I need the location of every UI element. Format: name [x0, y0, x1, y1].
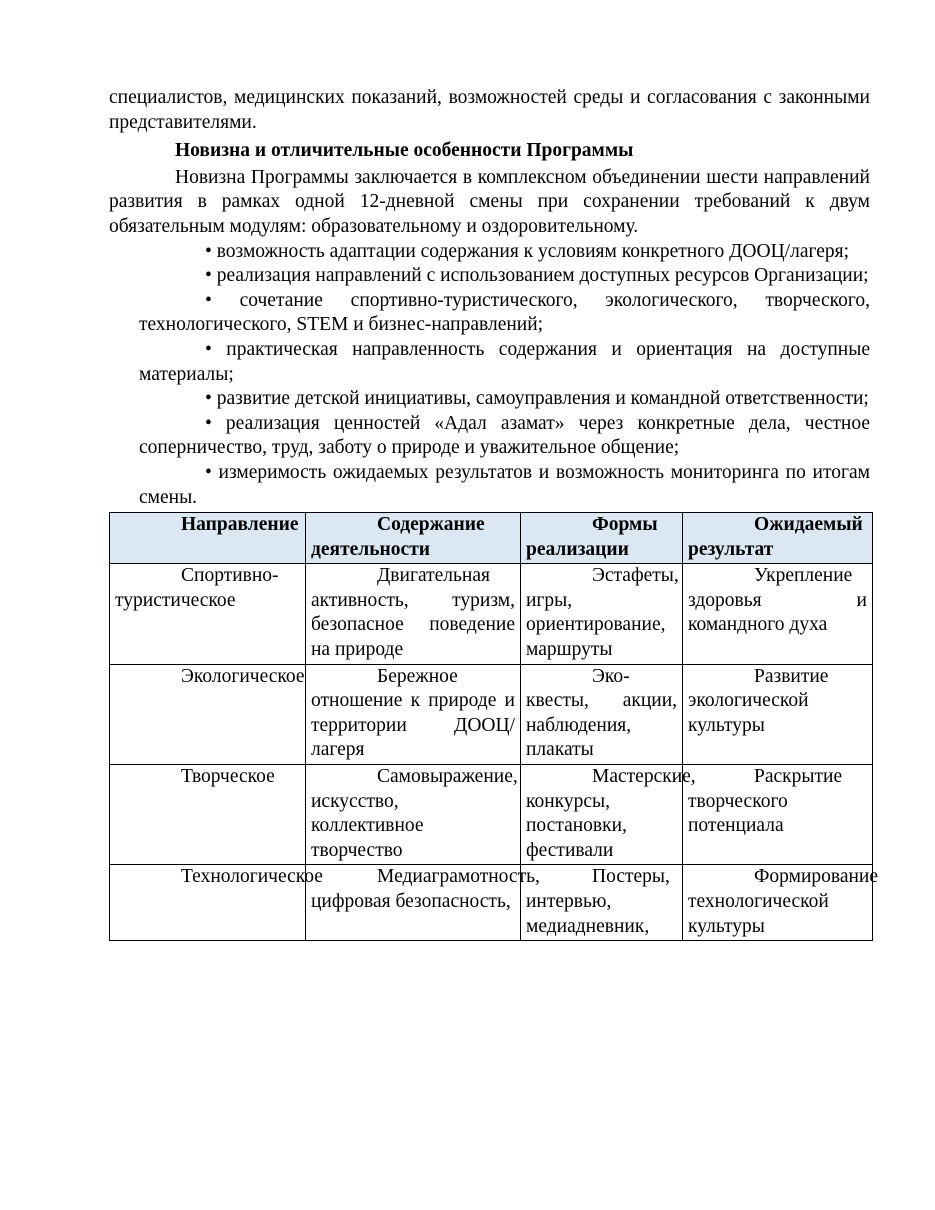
column-header-result: Ожидаемый результат: [683, 513, 873, 564]
table-cell: Эко-квесты, акции, наблюдения, плакаты: [521, 664, 683, 764]
table-cell: Бережное отношение к природе и территории ДООЦ/лагеря: [306, 664, 521, 764]
table-row: [110, 564, 873, 664]
page-content: [109, 86, 879, 941]
table-cell: Медиаграмотность, цифровая безопасность,: [306, 865, 521, 941]
bullet-item: • измеримость ожидаемых результатов и возможность мониторинга по итогам смены.: [139, 461, 870, 508]
table-cell: Постеры, интервью, медиадневник,: [521, 865, 683, 941]
bullet-item: • сочетание спортивно-туристического, экологического, творческого, технологического, STEM и бизнес-направлений;: [139, 289, 870, 336]
table-cell: Эстафеты, игры, ориентирование, маршруты: [521, 564, 683, 664]
table-cell: Двигательная активность, туризм, безопасное поведение на природе: [306, 564, 521, 664]
table-cell: Экологическое: [110, 664, 306, 764]
bullet-item: • реализация направлений с использованием доступных ресурсов Организации;: [205, 265, 869, 287]
table-cell: Творческое: [110, 765, 306, 865]
table-cell: Мастерские, конкурсы, постановки, фестивали: [521, 765, 683, 865]
bullet-item: • практическая направленность содержания и ориентация на доступные материалы;: [139, 338, 870, 385]
table-cell: Раскрытие творческого потенциала: [683, 765, 873, 865]
table-cell: Самовыражение, искусство, коллективное творчество: [306, 765, 521, 865]
paragraph-intro-tail: специалистов, медицинских показаний, возможностей среды и согласования с законными представителями.: [109, 87, 870, 133]
table-cell: Укрепление здоровья и командного духа: [683, 564, 873, 664]
bullet-item: • возможность адаптации содержания к условиям конкретного ДООЦ/лагеря;: [205, 240, 850, 262]
column-header-content: Содержание деятельности: [306, 513, 521, 564]
directions-table: [109, 512, 879, 941]
paragraph-novelty: Новизна Программы заключается в комплексном объединении шести направлений развития в рамках одной 12-дневной смены при сохранении требований к двум обязательным модулям: образовательному и оздоровительному.: [109, 166, 870, 237]
column-header-direction: Направление: [110, 513, 306, 564]
table-cell: Формирование технологической культуры: [683, 865, 873, 941]
section-heading: Новизна и отличительные особенности Программы: [175, 140, 634, 162]
table-cell: Спортивно-туристическое: [110, 564, 306, 664]
table-row: [110, 765, 873, 865]
bullet-list: [139, 240, 870, 511]
bullet-item: • развитие детской инициативы, самоуправления и командной ответственности;: [205, 388, 869, 410]
column-header-forms: Формы реализации: [521, 513, 683, 564]
table-cell: Развитие экологической культуры: [683, 664, 873, 764]
table-cell: Технологическое: [110, 865, 306, 941]
table-row: [110, 664, 873, 764]
table-row: [110, 865, 873, 941]
table-header-row: [110, 513, 873, 564]
bullet-item: • реализация ценностей «Адал азамат» через конкретные дела, честное соперничество, труд, заботу о природе и уважительное общение;: [139, 412, 870, 459]
